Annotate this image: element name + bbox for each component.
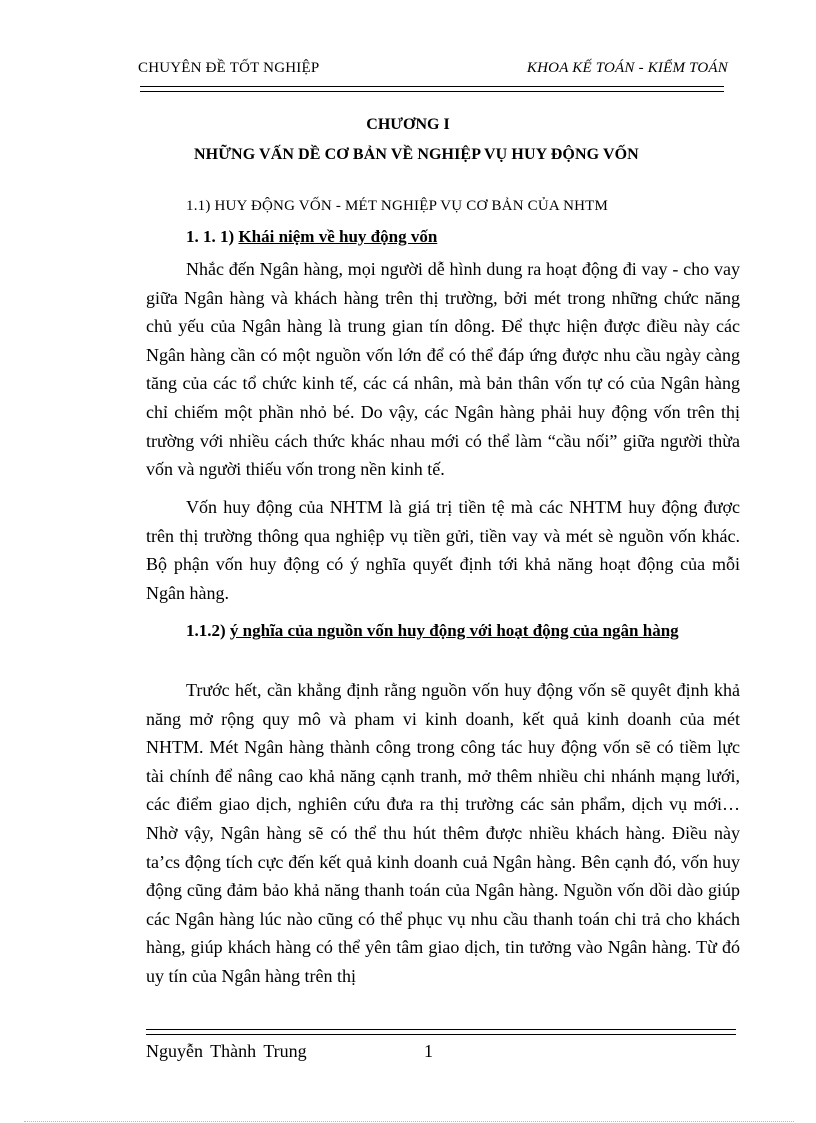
subsection-2-number: 1.1.2)	[186, 621, 226, 640]
subsection-1-title: Khái niệm về huy động vốn	[238, 227, 438, 246]
paragraph-3: Trước hết, cần khẳng định rằng nguồn vốn huy động vốn sẽ quyêt định khả năng mở rộng quy mô và pham vi kinh doanh, kết quả kinh doanh của mét NHTM. Mét Ngân hàng thành công trong công tác huy động vốn sẽ có tiềm lực tài chính để nâng cao khả năng cạnh tranh, mở thêm nhiều chi nhánh mạng lưới, các điểm giao dịch, nghiên cứu đưa ra thị trường các sản phẩm, dịch vụ mới… Nhờ vậy, Ngân hàng sẽ có thể thu hút thêm được nhiều khách hàng. Điều này ta’cs động tích cực đến kết quả kinh doanh cuả Ngân hàng. Bên cạnh đó, vốn huy động cũng đảm bảo khả năng thanh toán của Ngân hàng. Nguồn vốn dồi dào giúp các Ngân hàng lúc nào cũng có thể phục vụ nhu cầu thanh toán chi trả cho khách hàng, giúp khách hàng có thể yên tâm giao dịch, tin tưởng vào Ngân hàng. Từ đó uy tín của Ngân hàng trên thị	[146, 680, 740, 986]
header-left: CHUYÊN ĐỀ TỐT NGHIỆP	[138, 60, 320, 76]
subsection-1-heading	[186, 227, 437, 247]
subsection-2-title: ý nghĩa của nguồn vốn huy động với hoạt động của ngân hàng	[229, 621, 679, 640]
chapter-label: CHƯƠNG I	[366, 116, 450, 133]
chapter-title: NHỮNG VẤN DỀ CƠ BẢN VỀ NGHIỆP VỤ HUY ĐỘNG VỐN	[194, 146, 639, 163]
footer-rule-top	[146, 1029, 736, 1030]
subsection-2-heading	[146, 617, 746, 645]
page-header	[138, 60, 730, 84]
subsection-1-number: 1. 1. 1)	[186, 227, 235, 246]
header-rule-bottom	[140, 91, 724, 92]
paragraph-1: Nhắc đến Ngân hàng, mọi người dễ hình dung ra hoạt động đi vay - cho vay giữa Ngân hàng và khách hàng trên thị trường, bởi mét trong những chức năng chủ yếu của Ngân hàng là trung gian tín dông. Để thực hiện được điều này các Ngân hàng cần có một nguồn vốn lớn để có thể đáp ứng được nhu cầu ngày càng tăng của các tổ chức kinh tế, các cá nhân, mà bản thân vốn tự có của Ngân hàng chỉ chiếm một phần nhỏ bé. Do vậy, các Ngân hàng phải huy động vốn trên thị trường với nhiều cách thức khác nhau mới có thể làm “cầu nối” giữa người thừa vốn và người thiếu vốn trong nền kinh tế.	[146, 259, 740, 480]
footer-rule-bottom	[146, 1034, 736, 1035]
footer-author: Nguyễn Thành Trung	[146, 1041, 307, 1061]
header-right: KHOA KẾ TOÁN - KIỂM TOÁN	[526, 60, 728, 76]
paragraph-2: Vốn huy động của NHTM là giá trị tiền tệ mà các NHTM huy động được trên thị trường thông qua nghiệp vụ tiền gửi, tiền vay và mét sè nguồn vốn khác. Bộ phận vốn huy động có ý nghĩa quyết định tới khả năng hoạt động của mỗi Ngân hàng.	[146, 497, 740, 603]
header-rule-top	[140, 86, 724, 87]
page-number: 1	[424, 1041, 433, 1061]
section-title: 1.1) HUY ĐỘNG VỐN - MÉT NGHIỆP VỤ CƠ BẢN CỦA NHTM	[186, 198, 609, 214]
page-edge-dots	[24, 1121, 794, 1122]
